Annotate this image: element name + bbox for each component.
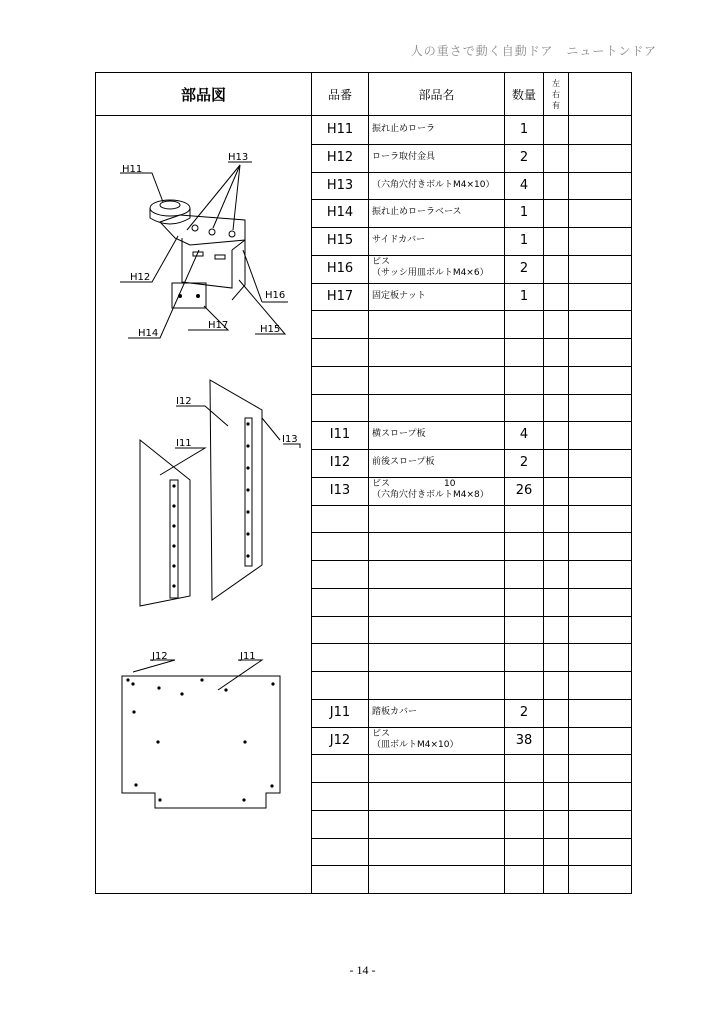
row-code xyxy=(312,310,368,337)
row-name-line: ビス 10 xyxy=(372,479,456,490)
row-qty xyxy=(505,838,543,865)
row-code xyxy=(312,338,368,365)
row-code xyxy=(312,865,368,892)
row-name-line: 前後スロープ板 xyxy=(372,457,435,467)
row-name xyxy=(372,643,502,670)
row-name xyxy=(372,227,502,254)
row-qty xyxy=(505,588,543,615)
row-qty xyxy=(505,338,543,365)
row-name xyxy=(372,255,502,282)
row-code xyxy=(312,366,368,393)
row-name xyxy=(372,421,502,448)
column-header-name: 部品名 xyxy=(418,87,455,102)
row-qty: 26 xyxy=(515,482,533,498)
row-code xyxy=(312,838,368,865)
row-qty xyxy=(505,560,543,587)
row-name xyxy=(372,699,502,726)
row-name xyxy=(372,144,502,171)
page-number: - 14 - xyxy=(349,963,376,977)
label-h13: H13 xyxy=(228,152,249,163)
row-name xyxy=(372,366,502,393)
side-right: 右 xyxy=(552,89,560,99)
row-name xyxy=(372,838,502,865)
row-name-line: ローラ取付金具 xyxy=(372,151,436,162)
row-name xyxy=(372,588,502,615)
row-qty xyxy=(505,532,543,559)
page-header: 人の重さで動く自動ドア ニュートンドア xyxy=(410,44,657,58)
row-name xyxy=(372,810,502,837)
row-code xyxy=(312,588,368,615)
label-i11: I11 xyxy=(176,438,192,449)
row-name-line: 踏板カバー xyxy=(372,706,418,717)
row-qty: 38 xyxy=(515,732,533,748)
row-code xyxy=(312,616,368,643)
row-name xyxy=(372,616,502,643)
row-code: J12 xyxy=(329,732,351,748)
row-name-line: ビス xyxy=(372,257,391,268)
row-code xyxy=(312,505,368,532)
row-code: H15 xyxy=(326,233,354,248)
row-qty xyxy=(505,754,543,781)
row-name-line: （六角穴付きボルトM4×8） xyxy=(372,490,489,501)
label-i13: I13 xyxy=(282,434,298,445)
row-qty xyxy=(505,366,543,393)
row-name xyxy=(372,310,502,337)
row-qty: 1 xyxy=(519,288,529,304)
row-name xyxy=(372,199,502,226)
row-qty xyxy=(505,310,543,337)
row-code xyxy=(312,532,368,559)
label-h15: H15 xyxy=(260,324,281,335)
row-name xyxy=(372,727,502,754)
label-h17: H17 xyxy=(208,320,229,331)
row-name xyxy=(372,449,502,476)
row-code: J11 xyxy=(329,704,351,720)
row-name xyxy=(372,754,502,781)
row-name xyxy=(372,671,502,698)
row-qty xyxy=(505,782,543,809)
row-code: H14 xyxy=(326,205,354,221)
column-header-code: 品番 xyxy=(327,87,352,102)
row-code: H16 xyxy=(326,260,354,276)
row-name-line: 固定板ナット xyxy=(372,290,426,301)
row-qty: 2 xyxy=(519,455,529,470)
column-divider xyxy=(368,72,369,894)
row-code: H13 xyxy=(326,177,354,193)
column-divider xyxy=(568,72,569,894)
row-name xyxy=(372,116,502,143)
label-h14: H14 xyxy=(138,328,159,339)
row-code: H11 xyxy=(326,122,354,137)
row-qty: 2 xyxy=(519,704,529,720)
row-code: H12 xyxy=(326,149,354,165)
row-code: I13 xyxy=(329,482,351,498)
row-code xyxy=(312,560,368,587)
column-header-qty: 数量 xyxy=(511,87,536,102)
side-present: 有 xyxy=(552,100,560,110)
row-qty: 1 xyxy=(519,122,529,137)
row-code xyxy=(312,754,368,781)
row-code: I11 xyxy=(329,427,351,443)
row-name xyxy=(372,865,502,892)
row-qty: 2 xyxy=(519,149,529,165)
row-code xyxy=(312,782,368,809)
row-code: I12 xyxy=(329,455,351,470)
row-name xyxy=(372,283,502,310)
side-left: 左 xyxy=(552,78,560,88)
column-divider xyxy=(543,72,544,894)
row-name xyxy=(372,477,502,504)
row-qty xyxy=(505,394,543,421)
row-name xyxy=(372,505,502,532)
row-name-line: （サッシ用皿ボルトM4×6） xyxy=(372,268,489,279)
column-header-diagram: 部品図 xyxy=(180,85,226,104)
row-qty: 4 xyxy=(519,427,529,443)
row-name xyxy=(372,532,502,559)
row-name-line: サイドカバー xyxy=(372,235,426,245)
column-header-side xyxy=(544,72,568,116)
row-name-line: 振れ止めローラベース xyxy=(372,207,462,218)
row-name-line: 振れ止めローラ xyxy=(372,124,436,134)
label-h11: H11 xyxy=(122,164,143,175)
row-name xyxy=(372,782,502,809)
row-qty xyxy=(505,505,543,532)
label-h16: H16 xyxy=(265,290,286,301)
row-qty: 2 xyxy=(519,260,529,276)
row-name-line: （皿ボルトM4×10） xyxy=(372,740,459,750)
row-code xyxy=(312,810,368,837)
row-qty xyxy=(505,616,543,643)
row-qty: 1 xyxy=(519,233,529,248)
row-qty xyxy=(505,643,543,670)
row-name xyxy=(372,394,502,421)
row-name-line: ビス xyxy=(372,729,391,739)
row-code xyxy=(312,671,368,698)
row-qty xyxy=(505,865,543,892)
row-qty xyxy=(505,810,543,837)
row-qty: 1 xyxy=(519,205,529,221)
row-name xyxy=(372,560,502,587)
row-name xyxy=(372,172,502,199)
row-code: H17 xyxy=(326,288,354,304)
row-code xyxy=(312,643,368,670)
row-name-line: 横スロープ板 xyxy=(372,429,426,440)
label-i12: I12 xyxy=(176,396,192,407)
label-h12: H12 xyxy=(130,272,151,283)
row-qty xyxy=(505,671,543,698)
row-name xyxy=(372,338,502,365)
label-j12: J12 xyxy=(152,651,168,662)
label-j11: J11 xyxy=(240,651,256,662)
row-name-line: （六角穴付きボルトM4×10） xyxy=(372,179,495,190)
row-code xyxy=(312,394,368,421)
row-qty: 4 xyxy=(519,177,529,193)
